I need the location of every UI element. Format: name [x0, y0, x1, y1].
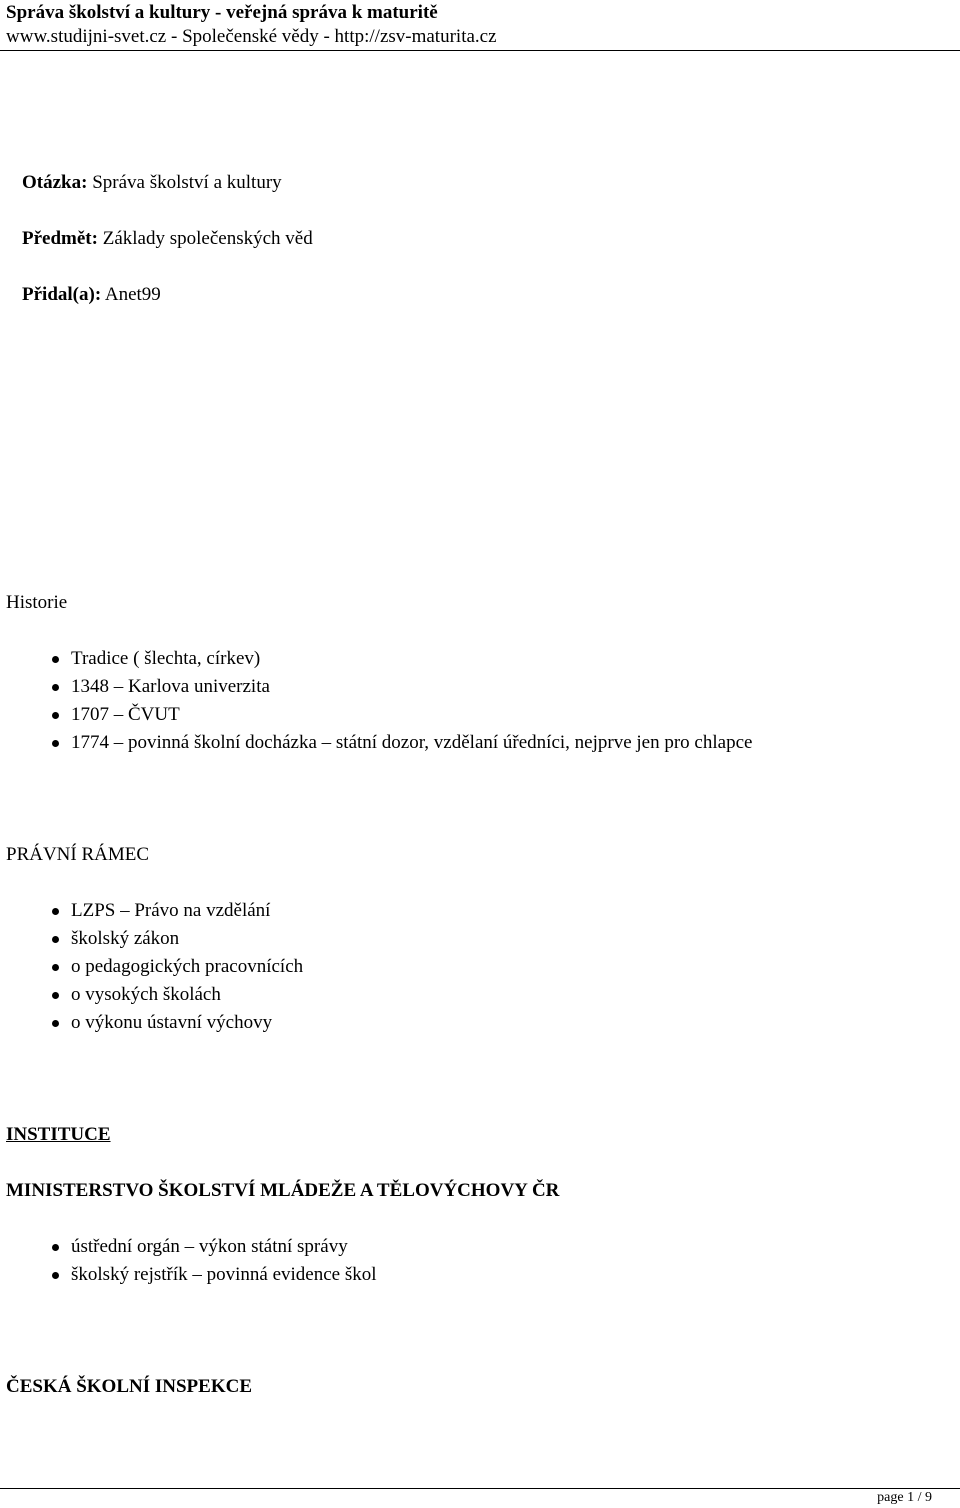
- bullet-icon: [52, 684, 59, 691]
- list-item-text: LZPS – Právo na vzdělání: [71, 900, 271, 921]
- meta-author: [22, 284, 161, 306]
- list-item: [0, 981, 303, 1009]
- heading-historie: Historie: [6, 592, 68, 613]
- list-item-text: o vysokých školách: [71, 984, 221, 1005]
- list-historie: [0, 645, 752, 757]
- page-number: page 1 / 9: [877, 1490, 932, 1505]
- heading-pravni-ramec: PRÁVNÍ RÁMEC: [6, 844, 150, 865]
- heading-instituce: INSTITUCE: [6, 1124, 111, 1145]
- meta-subject: [22, 228, 313, 250]
- meta-question: [22, 172, 282, 194]
- bullet-icon: [52, 656, 59, 663]
- meta-author-value: Anet99: [104, 284, 161, 305]
- list-item-text: školský zákon: [71, 928, 180, 949]
- list-item-text: ústřední orgán – výkon státní správy: [71, 1236, 348, 1257]
- meta-author-label: Přidal(a):: [22, 284, 102, 305]
- document-title: Správa školství a kultury - veřejná správa k maturitě: [6, 2, 438, 23]
- list-item-text: o výkonu ústavní výchovy: [71, 1012, 273, 1033]
- heading-ministerstvo: MINISTERSTVO ŠKOLSTVÍ MLÁDEŽE A TĚLOVÝCHOVY ČR: [6, 1180, 560, 1201]
- list-item: [0, 1009, 303, 1037]
- list-item: [0, 645, 752, 673]
- heading-inspekce: ČESKÁ ŠKOLNÍ INSPEKCE: [6, 1376, 253, 1397]
- list-ministerstvo: [0, 1233, 377, 1289]
- meta-question-value: Správa školství a kultury: [92, 172, 282, 193]
- list-item-text: o pedagogických pracovnících: [71, 956, 304, 977]
- header-divider: [0, 50, 960, 51]
- list-item: [0, 897, 303, 925]
- meta-subject-label: Předmět:: [22, 228, 98, 249]
- meta-question-label: Otázka:: [22, 172, 88, 193]
- bullet-icon: [52, 740, 59, 747]
- footer-divider: [0, 1488, 960, 1489]
- list-item: [0, 1261, 377, 1289]
- bullet-icon: [52, 1244, 59, 1251]
- bullet-icon: [52, 936, 59, 943]
- meta-subject-value: Základy společenských věd: [102, 228, 313, 249]
- bullet-icon: [52, 712, 59, 719]
- list-item: [0, 953, 303, 981]
- list-pravni-ramec: [0, 897, 303, 1037]
- list-item: [0, 701, 752, 729]
- bullet-icon: [52, 908, 59, 915]
- list-item-text: 1774 – povinná školní docházka – státní dozor, vzdělaní úředníci, nejprve jen pro chlapce: [71, 732, 753, 753]
- list-item: [0, 925, 303, 953]
- list-item: [0, 729, 752, 757]
- list-item: [0, 673, 752, 701]
- bullet-icon: [52, 992, 59, 999]
- source-line: www.studijni-svet.cz - Společenské vědy - http://zsv-maturita.cz: [6, 26, 497, 47]
- list-item-text: Tradice ( šlechta, církev): [71, 648, 261, 669]
- list-item: [0, 1233, 377, 1261]
- list-item-text: 1707 – ČVUT: [71, 704, 180, 725]
- list-item-text: školský rejstřík – povinná evidence škol: [71, 1264, 377, 1285]
- bullet-icon: [52, 1020, 59, 1027]
- list-item-text: 1348 – Karlova univerzita: [71, 676, 270, 697]
- bullet-icon: [52, 1272, 59, 1279]
- bullet-icon: [52, 964, 59, 971]
